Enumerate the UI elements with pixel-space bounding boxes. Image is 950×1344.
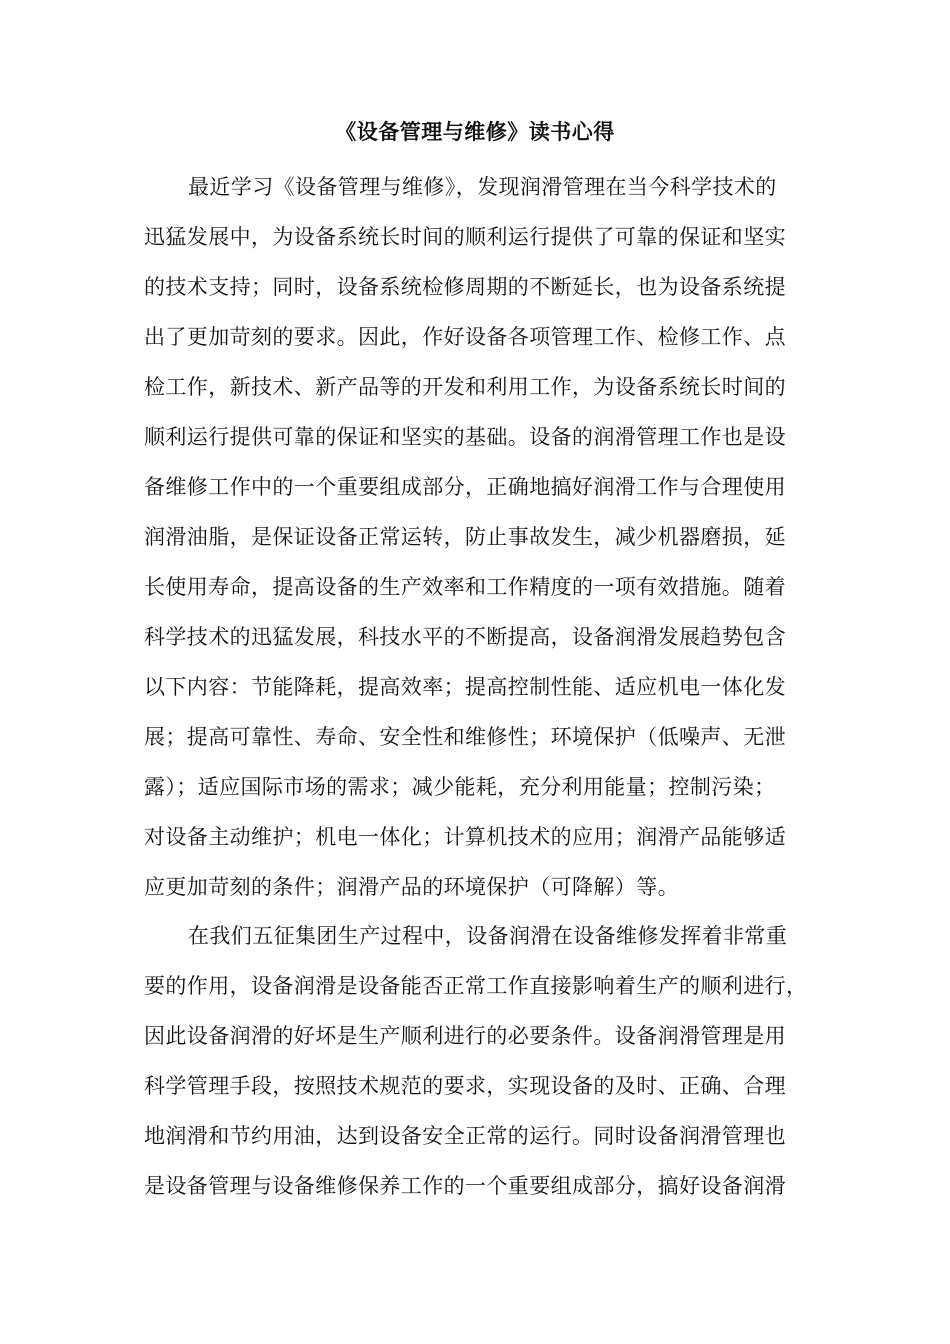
paragraph-2-line-1: 在我们五征集团生产过程中，设备润滑在设备维修发挥着非常重 xyxy=(188,924,788,948)
paragraph-1-line-13: 露）；适应国际市场的需求；减少能耗，充分利用能量；控制污染； xyxy=(144,775,776,799)
paragraph-1-line-5: 检工作，新技术、新产品等的开发和利用工作，为设备系统长时间的 xyxy=(144,375,786,399)
paragraph-1-line-14: 对设备主动维护；机电一体化；计算机技术的应用；润滑产品能够适 xyxy=(144,825,786,849)
paragraph-1-line-10: 科学技术的迅猛发展，科技水平的不断提高，设备润滑发展趋势包含 xyxy=(144,625,786,649)
paragraph-2-line-2: 要的作用，设备润滑是设备能否正常工作直接影响着生产的顺利进行， xyxy=(144,974,808,998)
paragraph-1-line-15: 应更加苛刻的条件；润滑产品的环境保护（可降解）等。 xyxy=(144,875,679,899)
paragraph-1-line-3: 的技术支持；同时，设备系统检修周期的不断延长，也为设备系统提 xyxy=(144,275,786,299)
paragraph-1-line-8: 润滑油脂，是保证设备正常运转，防止事故发生，减少机器磨损，延 xyxy=(144,525,786,549)
paragraph-1-line-9: 长使用寿命，提高设备的生产效率和工作精度的一项有效措施。随着 xyxy=(144,575,786,599)
document-title: 《设备管理与维修》读书心得 xyxy=(335,120,615,144)
paragraph-1-line-1: 最近学习《设备管理与维修》，发现润滑管理在当今科学技术的 xyxy=(188,175,777,199)
paragraph-2-line-5: 地润滑和节约用油，达到设备安全正常的运行。同时设备润滑管理也 xyxy=(144,1124,786,1148)
paragraph-1-line-2: 迅猛发展中，为设备系统长时间的顺利运行提供了可靠的保证和坚实 xyxy=(144,225,786,249)
paragraph-1-line-11: 以下内容：节能降耗，提高效率；提高控制性能、适应机电一体化发 xyxy=(144,675,786,699)
paragraph-2-line-3: 因此设备润滑的好坏是生产顺利进行的必要条件。设备润滑管理是用 xyxy=(144,1024,786,1048)
paragraph-2-line-6: 是设备管理与设备维修保养工作的一个重要组成部分，搞好设备润滑 xyxy=(144,1174,786,1198)
paragraph-1-line-12: 展；提高可靠性、寿命、安全性和维修性；环境保护（低噪声、无泄 xyxy=(144,725,786,749)
paragraph-1-line-4: 出了更加苛刻的要求。因此，作好设备各项管理工作、检修工作、点 xyxy=(144,325,786,349)
paragraph-1-line-6: 顺利运行提供可靠的保证和坚实的基础。设备的润滑管理工作也是设 xyxy=(144,425,786,449)
paragraph-2-line-4: 科学管理手段，按照技术规范的要求，实现设备的及时、正确、合理 xyxy=(144,1074,786,1098)
paragraph-1-line-7: 备维修工作中的一个重要组成部分，正确地搞好润滑工作与合理使用 xyxy=(144,475,786,499)
